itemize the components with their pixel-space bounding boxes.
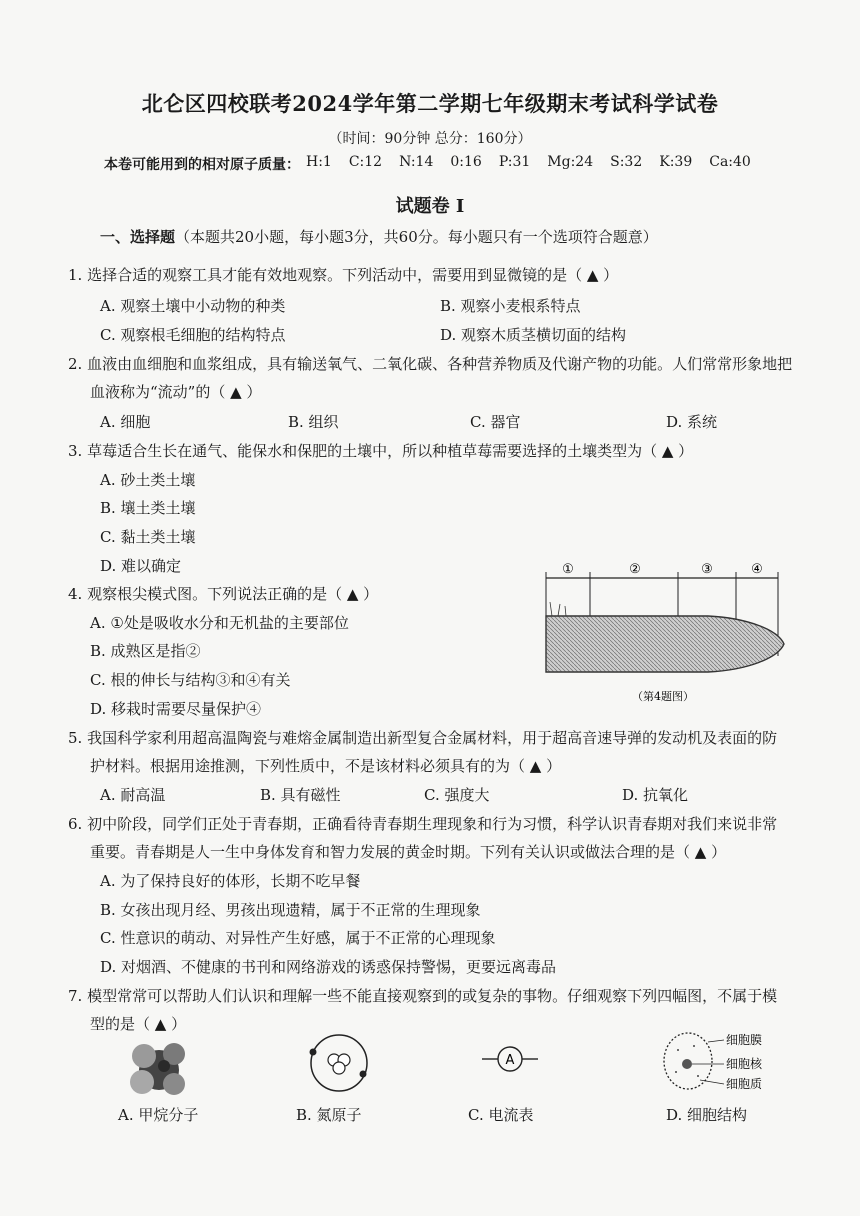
q4-option-d: D. 移栽时需要尽量保护④ (90, 700, 262, 718)
atomic-masses-line (104, 154, 768, 174)
q4-option-c: C. 根的伸长与结构③和④有关 (90, 671, 291, 689)
q7-option-a: A. 甲烷分子 (118, 1106, 199, 1124)
question-6-stem-line1: 6. 初中阶段，同学们正处于青春期，正确看待青春期生理现象和行为习惯，科学认识青春期对我们来说非常 (68, 815, 778, 833)
cell-label-nucleus: 细胞核 (726, 1057, 763, 1071)
q4-option-b: B. 成熟区是指② (90, 642, 201, 660)
atomic-mass: Ca:40 (709, 154, 751, 170)
ammeter-letter: A (505, 1053, 515, 1068)
cell-label-cytoplasm: 细胞质 (726, 1077, 763, 1091)
question-4-stem: 4. 观察根尖模式图。下列说法正确的是（ ▲ ） (68, 585, 379, 603)
q2-option-b: B. 组织 (288, 413, 339, 431)
q4-option-a: A. ①处是吸收水分和无机盐的主要部位 (90, 614, 349, 632)
q5-option-d: D. 抗氧化 (622, 786, 689, 804)
q3-option-a: A. 砂土类土壤 (100, 471, 196, 489)
page-title: 北仑区四校联考2024学年第二学期七年级期末考试科学试卷 (141, 91, 719, 116)
root-tip-figure (538, 556, 788, 706)
nitrogen-atom-figure (306, 1030, 372, 1096)
question-7-stem-line1: 7. 模型常常可以帮助人们认识和理解一些不能直接观察到的或复杂的事物。仔细观察下列四幅图，不属于模 (68, 987, 778, 1005)
zone-label-1: ① (562, 562, 574, 577)
q1-option-a: A. 观察土壤中小动物的种类 (100, 297, 286, 315)
q5-option-c: C. 强度大 (424, 786, 490, 804)
q2-option-c: C. 器官 (470, 413, 521, 431)
question-3-stem: 3. 草莓适合生长在通气、能保水和保肥的土壤中，所以种植草莓需要选择的土壤类型为（ ▲ ） (68, 442, 694, 460)
volume-title: 试题卷 I (395, 196, 465, 217)
q1-option-d: D. 观察木质茎横切面的结构 (440, 326, 627, 344)
zone-label-2: ② (629, 562, 641, 577)
ammeter-symbol-figure (482, 1044, 538, 1074)
q3-option-c: C. 黏土类土壤 (100, 528, 196, 546)
q1-option-c: C. 观察根毛细胞的结构特点 (100, 326, 286, 344)
q7-option-d: D. 细胞结构 (666, 1106, 748, 1124)
atomic-masses-label: 本卷可能用到的相对原子质量： (104, 157, 300, 173)
question-1-stem: 1. 选择合适的观察工具才能有效地观察。下列活动中，需要用到显微镜的是（ ▲ ） (68, 266, 619, 284)
q6-option-c: C. 性意识的萌动、对异性产生好感，属于不正常的心理现象 (100, 929, 496, 947)
cell-label-membrane: 细胞膜 (726, 1033, 763, 1047)
figure-caption: （第4题图） (632, 690, 694, 703)
question-2-stem-line1: 2. 血液由血细胞和血浆组成，具有输送氧气、二氧化碳、各种营养物质及代谢产物的功能。人们常常形象地把 (68, 355, 793, 373)
q7-option-c: C. 电流表 (468, 1106, 534, 1124)
atomic-mass: C:12 (348, 154, 383, 170)
atomic-mass: N:14 (399, 154, 434, 170)
q5-option-a: A. 耐高温 (100, 786, 166, 804)
atomic-mass: K:39 (659, 154, 693, 170)
q6-option-b: B. 女孩出现月经、男孩出现遗精，属于不正常的生理现象 (100, 901, 481, 919)
exam-time-score: （时间：90分钟 总分：160分） (328, 131, 532, 147)
section-label: 一、选择题 (100, 228, 176, 246)
atomic-mass: H:1 (306, 154, 332, 170)
q5-option-b: B. 具有磁性 (260, 786, 341, 804)
zone-label-4: ④ (751, 562, 763, 577)
atomic-mass: S:32 (610, 154, 643, 170)
question-6-stem-line2: 重要。青春期是人一生中身体发育和智力发展的黄金时期。下列有关认识或做法合理的是（ ▲ ） (90, 843, 727, 861)
methane-molecule-figure (124, 1036, 194, 1098)
q6-option-d: D. 对烟酒、不健康的书刊和网络游戏的诱惑保持警惕，更要远离毒品 (100, 958, 557, 976)
atomic-mass: Mg:24 (547, 154, 594, 170)
section-note: （本题共20小题，每小题3分，共60分。每小题只有一个选项符合题意） (175, 228, 658, 246)
atomic-mass: 0:16 (450, 154, 482, 170)
q6-option-a: A. 为了保持良好的体形，长期不吃早餐 (100, 872, 361, 890)
section-heading (100, 226, 658, 247)
q2-option-a: A. 细胞 (100, 413, 151, 431)
question-2-stem-line2: 血液称为“流动”的（ ▲ ） (90, 383, 262, 401)
q2-option-d: D. 系统 (666, 413, 718, 431)
q7-option-b: B. 氮原子 (296, 1106, 362, 1124)
question-7-stem-line2: 型的是（ ▲ ） (90, 1015, 187, 1033)
cell-structure-figure (660, 1028, 780, 1094)
atomic-mass: P:31 (498, 154, 531, 170)
q3-option-b: B. 壤土类土壤 (100, 499, 196, 517)
q1-option-b: B. 观察小麦根系特点 (440, 297, 581, 315)
question-5-stem-line1: 5. 我国科学家利用超高温陶瓷与难熔金属制造出新型复合金属材料，用于超高音速导弹的发动机及表面的防 (68, 729, 778, 747)
q3-option-d: D. 难以确定 (100, 557, 182, 575)
question-5-stem-line2: 护材料。根据用途推测，下列性质中，不是该材料必须具有的为（ ▲ ） (90, 757, 562, 775)
zone-label-3: ③ (701, 562, 713, 577)
